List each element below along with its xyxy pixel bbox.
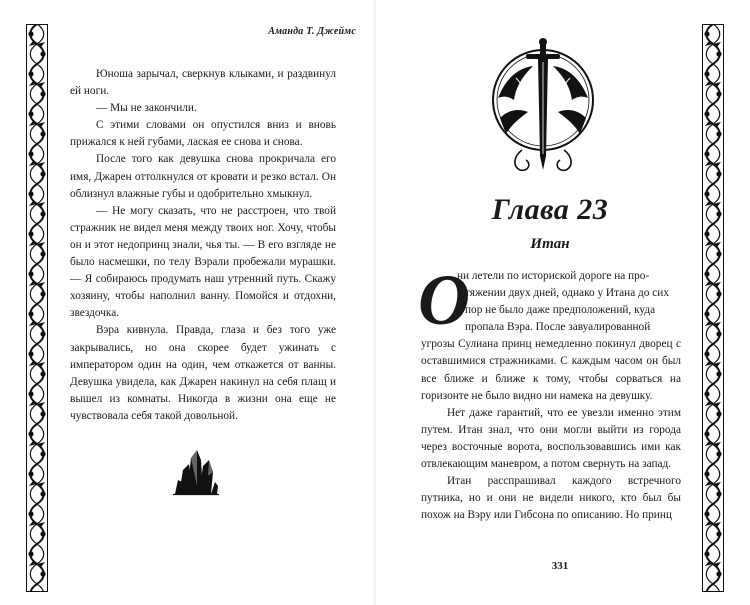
text-line: тяжении двух дней, однако у Итана до сих bbox=[465, 287, 669, 300]
chapter-emblem bbox=[478, 38, 608, 180]
right-ornamental-border bbox=[702, 24, 724, 592]
page-number: 331 bbox=[551, 560, 569, 572]
text-line: пропала Вэра. После завуалированной bbox=[465, 321, 651, 334]
left-ornamental-border bbox=[26, 24, 48, 592]
paragraph: Вэра кивнула. Правда, глаза и без того уже закрывались, но она скорее будет ужинать с императором один на один, чем откажется от ванны. Девушка увидела, как Джарен накинул на себя плащ и вышел из комнаты. Никогда в жизни она еще не чувствовала себя такой довольной. bbox=[70, 324, 336, 422]
paragraph: — Не могу сказать, что не расстроен, что твой стражник не видел меня между твоих ног. Хочу, чтобы он и этот недопринц знали, чья ты. — В его взгляде не было насмешки, по телу Вэрали пробежали мурашки. — Я собираюсь продумать наш утренний путь. Скажу хозяину, чтобы наполнил ванну. Помойся и отдохни, звездочка. bbox=[70, 204, 336, 320]
right-page-text bbox=[421, 268, 681, 524]
vine-scroll-icon bbox=[26, 24, 48, 592]
text-line: пор не было даже предположений, куда bbox=[465, 304, 656, 317]
paragraph: После того как девушка снова прокричала его имя, Джарен оттолкнулся от кровати и резко встал. Он облизнул влажные губы и одобрительно хмыкнул. bbox=[70, 153, 336, 200]
paragraph: Нет даже гарантий, что ее увезли именно этим путем. Итан знал, что они могли выйти из города через восточные ворота, воспользовавшись ими как отвлекающим маневром, а потом свернуть на запад. bbox=[421, 406, 681, 471]
text-block: угрозы Сулиана принц немедленно покинул дворец с оставшимися стражниками. С каждым часом он был все ближе и ближе к тому, чтобы сорваться на горизонте не было видно ни намека на девушку. bbox=[421, 338, 681, 402]
chapter-title: Глава 23 bbox=[491, 193, 609, 226]
vine-scroll-icon bbox=[702, 24, 724, 592]
text-line: ни летели по историской дороге на про- bbox=[457, 270, 650, 282]
page-gutter bbox=[374, 0, 376, 605]
paragraph: С этими словами он опустился вниз и вновь прижался к ней губами, лаская ее снова и снова. bbox=[70, 119, 336, 149]
left-page-text bbox=[70, 66, 336, 425]
running-head-author: Аманда Т. Джеймс bbox=[268, 26, 356, 37]
paragraph: Итан расспрашивал каждого встречного путника, но и они не видели никого, кто был бы похож на Вэру или Гибсона по описанию. Но принц bbox=[421, 475, 681, 522]
drop-cap: О bbox=[418, 260, 470, 340]
crystal-cluster-icon bbox=[173, 446, 219, 496]
paragraph: — Мы не закончили. bbox=[96, 102, 197, 115]
paragraph: Юноша зарычал, сверкнув клыками, и раздвинул ей ноги. bbox=[70, 68, 336, 98]
chapter-subtitle: Итан bbox=[530, 236, 570, 252]
